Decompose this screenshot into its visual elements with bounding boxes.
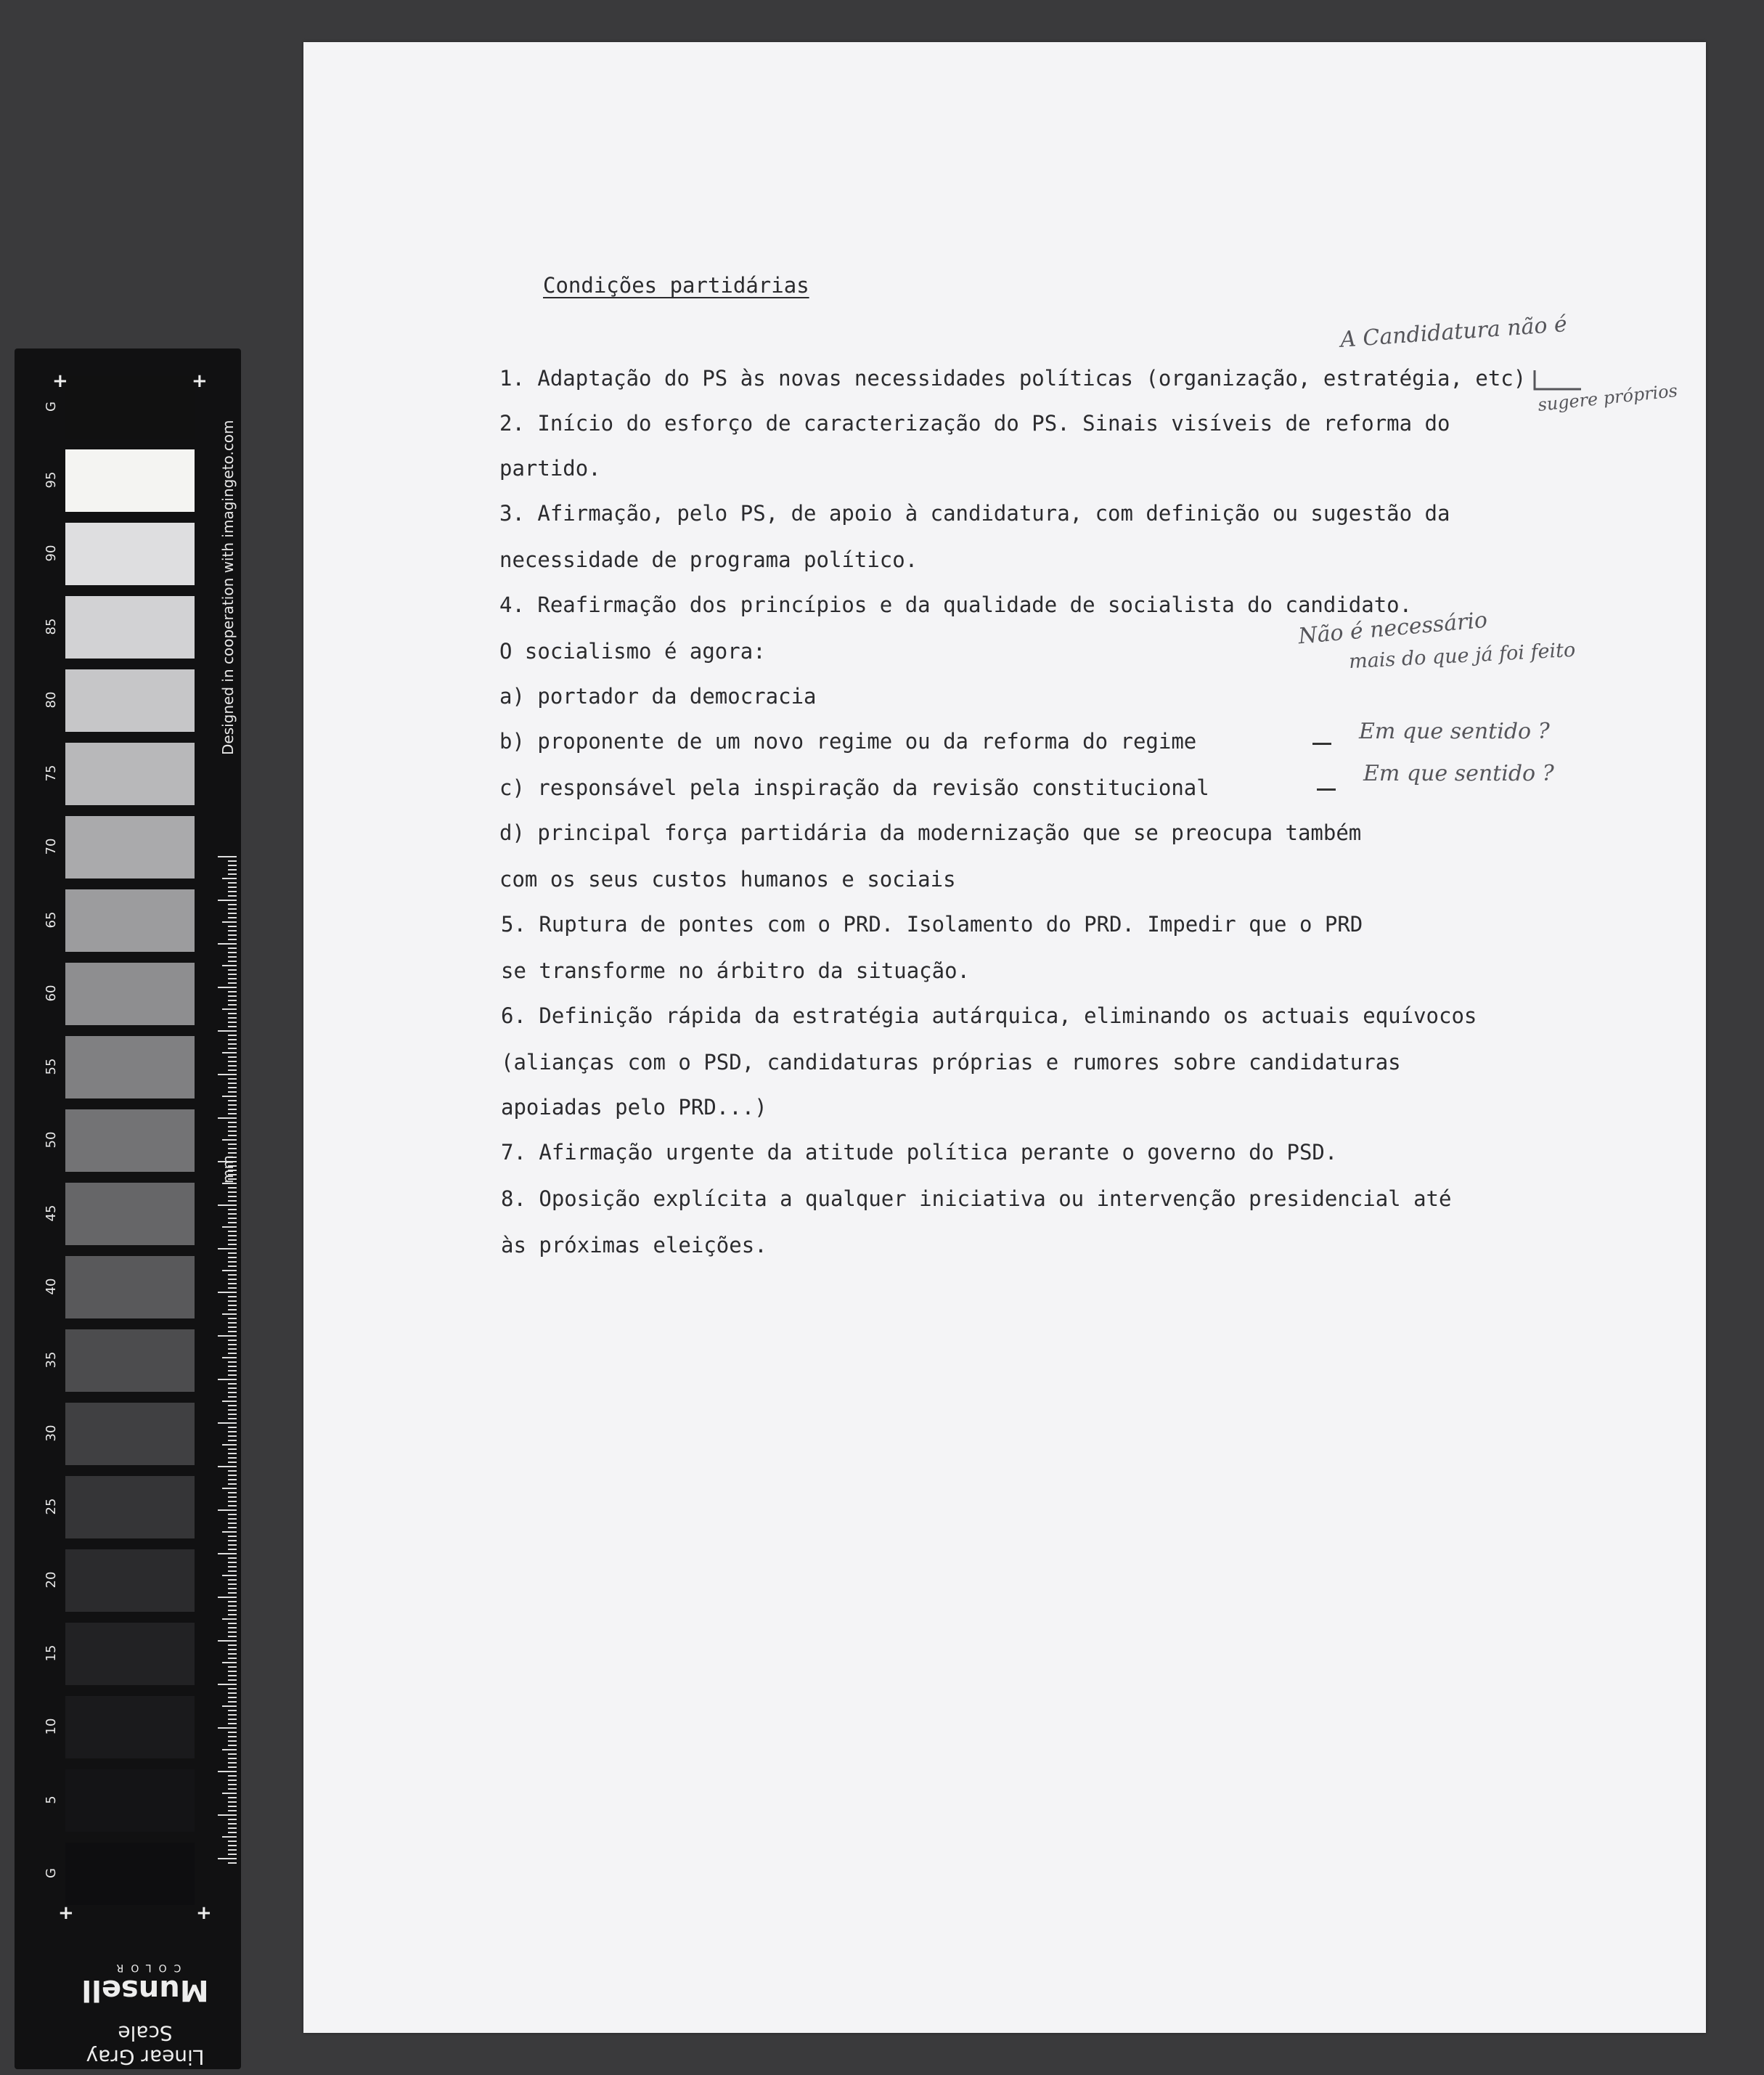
gray-patch-label: 50 — [44, 1131, 59, 1149]
gray-patch-label: 70 — [44, 838, 59, 855]
gray-patch-label: 15 — [44, 1644, 59, 1662]
scale-name: Linear Gray Scale — [86, 2021, 205, 2069]
scale-brand — [58, 1953, 232, 2069]
gray-patch-label: 45 — [44, 1204, 59, 1222]
handwritten-bracket — [1530, 367, 1588, 404]
gray-patch-label: 80 — [44, 691, 59, 709]
list-line: 6. Definição rápida da estratégia autárquica, eliminando os actuais equívocos — [501, 1003, 1477, 1028]
gray-patch-label: 65 — [44, 911, 59, 929]
handwritten-note: sugere próprios — [1537, 380, 1679, 416]
gray-patch-label: 90 — [44, 545, 59, 562]
gray-patch — [65, 1843, 195, 1905]
document-title: Condições partidárias — [543, 273, 809, 298]
gray-patch — [65, 963, 195, 1025]
gray-patch-label: 25 — [44, 1498, 59, 1515]
handwritten-note: A Candidatura não é — [1339, 311, 1568, 353]
list-line: apoiadas pelo PRD...) — [501, 1095, 767, 1120]
gray-patch — [65, 523, 195, 585]
gray-patch-label: 5 — [44, 1795, 59, 1804]
dash-mark — [1317, 788, 1336, 791]
list-line: 8. Oposição explícita a qualquer iniciativa ou intervenção presidencial até — [501, 1186, 1452, 1211]
gray-patch — [65, 743, 195, 805]
registration-mark: + — [196, 1902, 212, 1924]
list-line: O socialismo é agora: — [499, 639, 766, 664]
list-line: c) responsável pela inspiração da revisão constitucional — [499, 775, 1209, 800]
dash-mark — [1312, 743, 1331, 745]
gray-patch-label: G — [44, 1868, 59, 1878]
gray-patch-label: 40 — [44, 1278, 59, 1295]
gray-scale-card — [15, 348, 241, 2069]
list-line: 4. Reafirmação dos princípios e da qualidade de socialista do candidato. — [499, 592, 1413, 617]
gray-patch — [65, 1696, 195, 1758]
gray-patch — [65, 1769, 195, 1832]
registration-mark: + — [58, 1902, 74, 1924]
list-line: às próximas eleições. — [501, 1233, 767, 1257]
document-page — [303, 42, 1706, 2033]
gray-patch-label: 20 — [44, 1571, 59, 1589]
gray-patch — [65, 1329, 195, 1392]
gray-patch-label: 35 — [44, 1351, 59, 1369]
gray-patch — [65, 1109, 195, 1172]
gray-patch — [65, 1476, 195, 1538]
gray-patch — [65, 669, 195, 732]
gray-patch-label: 30 — [44, 1424, 59, 1442]
list-line: partido. — [499, 456, 601, 481]
list-line: d) principal força partidária da modernização que se preocupa também — [499, 820, 1362, 845]
gray-patch-label: 60 — [44, 984, 59, 1002]
gray-patch — [65, 376, 195, 439]
maker-logo: Munsell — [81, 1973, 209, 2007]
handwritten-note: Em que sentido ? — [1363, 761, 1554, 786]
list-line: b) proponente de um novo regime ou da reforma do regime — [499, 729, 1197, 754]
maker-sub: COLOR — [109, 1962, 181, 1973]
handwritten-note: Em que sentido ? — [1359, 719, 1550, 744]
gray-patch-label: 55 — [44, 1058, 59, 1075]
gray-patch-label: 95 — [44, 471, 59, 489]
gray-patch — [65, 1183, 195, 1245]
list-line: 2. Início do esforço de caracterização do PS. Sinais visíveis de reforma do — [499, 411, 1450, 436]
list-line: 3. Afirmação, pelo PS, de apoio à candidatura, com definição ou sugestão da — [499, 501, 1450, 526]
gray-patch — [65, 596, 195, 659]
list-line: 1. Adaptação do PS às novas necessidades políticas (organização, estratégia, etc) — [499, 366, 1527, 391]
gray-patch-label: 75 — [44, 765, 59, 782]
gray-patch-label: 10 — [44, 1718, 59, 1735]
list-line: necessidade de programa político. — [499, 547, 918, 572]
gray-patch — [65, 1256, 195, 1318]
list-line: se transforme no árbitro da situação. — [501, 958, 971, 983]
handwritten-note: mais do que já foi feito — [1348, 638, 1576, 674]
gray-patch — [65, 816, 195, 878]
handwritten-note: Não é necessário — [1297, 607, 1489, 650]
list-line: (alianças com o PSD, candidaturas próprias e rumores sobre candidaturas — [501, 1050, 1401, 1075]
gray-patch — [65, 1403, 195, 1465]
gray-patch-label: G — [44, 401, 59, 412]
gray-patch — [65, 889, 195, 952]
registration-mark: + — [192, 370, 208, 392]
gray-patch — [65, 449, 195, 512]
gray-patch — [65, 1036, 195, 1098]
list-line: 7. Afirmação urgente da atitude política perante o governo do PSD. — [501, 1140, 1338, 1165]
registration-mark: + — [52, 370, 68, 392]
list-line: com os seus custos humanos e sociais — [499, 867, 956, 892]
ruler-unit: mm — [219, 1155, 237, 1183]
gray-patch — [65, 1549, 195, 1612]
scale-credit: Designed in cooperation with imagingeto.com — [219, 420, 237, 755]
list-line: 5. Ruptura de pontes com o PRD. Isolamento do PRD. Impedir que o PRD — [501, 912, 1363, 937]
gray-patch — [65, 1623, 195, 1685]
gray-patch-label: 85 — [44, 618, 59, 635]
list-line: a) portador da democracia — [499, 684, 817, 709]
